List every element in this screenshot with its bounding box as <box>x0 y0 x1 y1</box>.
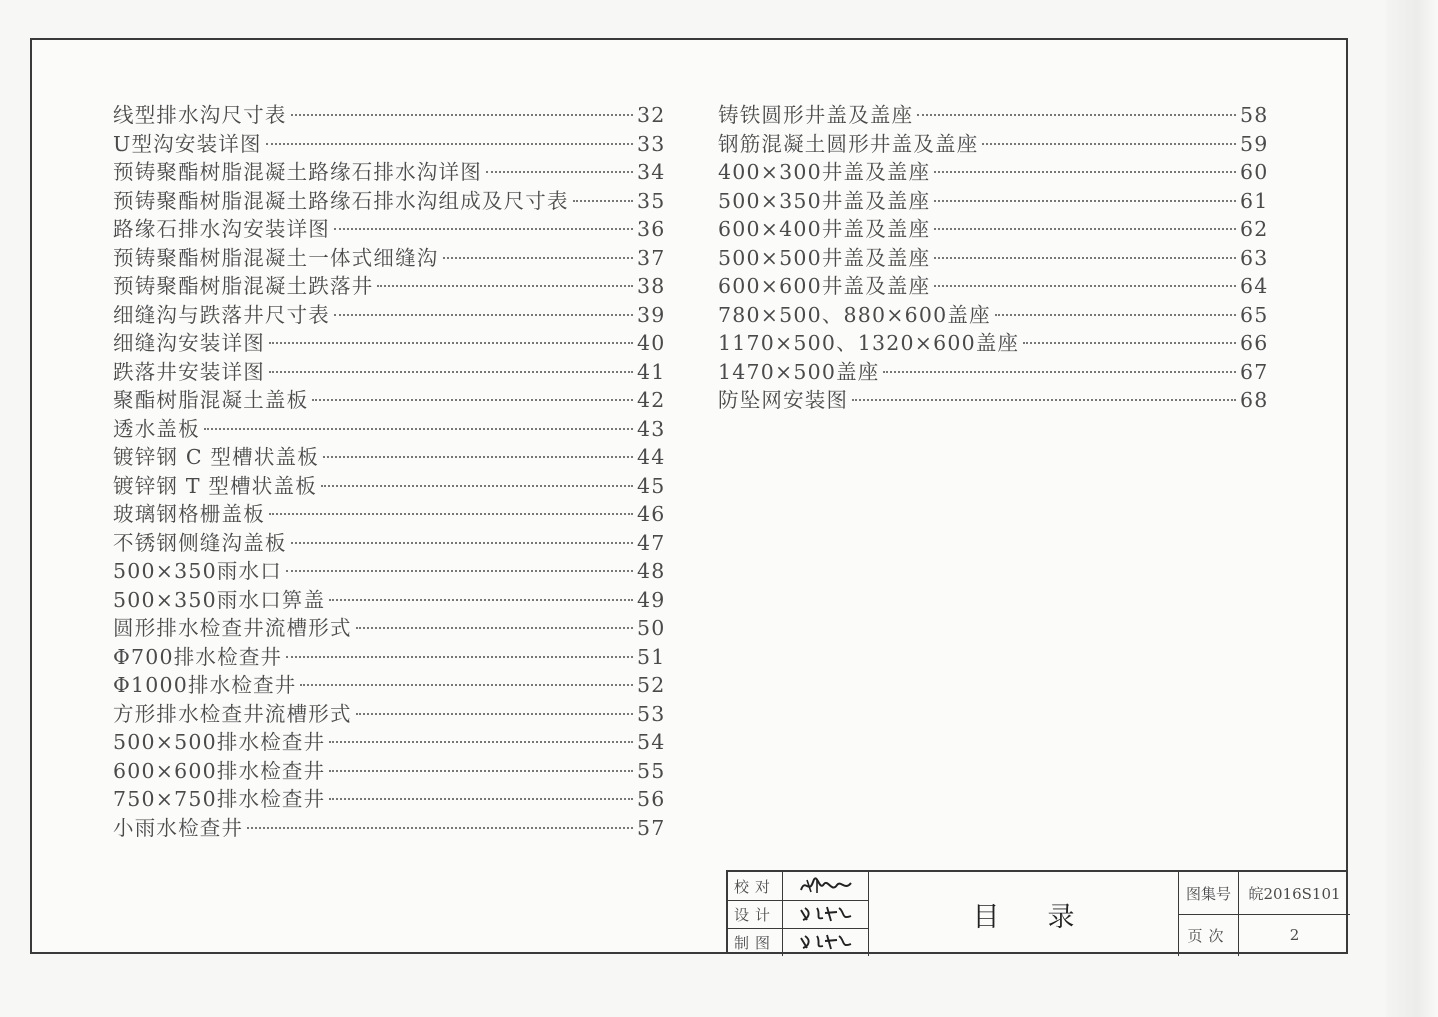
toc-entry <box>718 241 1269 270</box>
toc-leader-dots <box>329 798 633 800</box>
toc-entry-title: 玻璃钢格栅盖板 <box>113 502 265 526</box>
toc-entry <box>113 668 666 697</box>
title-block <box>726 870 1348 954</box>
toc-entry-page: 36 <box>637 217 666 241</box>
divider <box>728 928 869 929</box>
toc-entry-title: 防坠网安装图 <box>718 388 849 412</box>
toc-entry <box>718 355 1269 384</box>
toc-entry-title: 线型排水沟尺寸表 <box>113 103 287 127</box>
role-drafter: 制图 <box>728 928 783 956</box>
toc-leader-dots <box>334 314 633 316</box>
signature-designer <box>783 900 869 928</box>
toc-leader-dots <box>291 114 633 116</box>
toc-entry-page: 66 <box>1240 331 1269 355</box>
toc-leader-dots <box>286 656 633 658</box>
toc-entry-page: 46 <box>637 502 666 526</box>
toc-entry <box>113 269 666 298</box>
toc-entry-title: 600×600排水检查井 <box>113 758 326 783</box>
toc-entry-page: 67 <box>1240 359 1269 384</box>
toc-entry-title: 方形排水检查井流槽形式 <box>113 701 352 726</box>
toc-leader-dots <box>321 485 633 487</box>
toc-entry-page: 34 <box>637 160 666 184</box>
toc-entry <box>113 98 666 127</box>
toc-entry-title: 聚酯树脂混凝土盖板 <box>113 388 309 412</box>
toc-entry <box>113 155 666 184</box>
toc-leader-dots <box>356 713 633 715</box>
toc-entry-page: 56 <box>637 787 666 811</box>
toc-entry-page: 39 <box>637 302 666 327</box>
toc-entry <box>113 640 666 669</box>
toc-leader-dots <box>934 228 1236 230</box>
toc-leader-dots <box>329 770 633 772</box>
toc-leader-dots <box>486 171 633 173</box>
atlas-number-value: 皖2016S101 <box>1248 884 1341 903</box>
toc-entry-page: 38 <box>637 274 666 298</box>
page-number-label: 页次 <box>1179 914 1239 956</box>
toc-leader-dots <box>269 513 633 515</box>
toc-entry-page: 53 <box>637 701 666 726</box>
toc-leader-dots <box>356 627 633 629</box>
toc-leader-dots <box>247 827 633 829</box>
toc-entry-title: 透水盖板 <box>113 416 200 441</box>
toc-entry-page: 60 <box>1240 160 1269 184</box>
toc-entry <box>113 554 666 583</box>
toc-entry <box>113 298 666 327</box>
toc-entry-title: U型沟安装详图 <box>113 131 262 156</box>
toc-entry <box>113 469 666 498</box>
toc-leader-dots <box>917 114 1236 116</box>
toc-entry-page: 45 <box>637 473 666 498</box>
drawing-title: 目录 <box>869 872 1179 956</box>
toc-entry-page: 32 <box>637 103 666 127</box>
toc-entry-title: Φ700排水检查井 <box>113 644 283 669</box>
toc-entry <box>113 782 666 811</box>
toc-entry-title: 圆形排水检查井流槽形式 <box>113 616 352 640</box>
toc-entry-title: 铸铁圆形井盖及盖座 <box>718 103 914 127</box>
toc-leader-dots <box>852 399 1236 401</box>
toc-leader-dots <box>377 285 633 287</box>
toc-entry-page: 65 <box>1240 302 1269 327</box>
toc-entry-title: 500×350雨水口箅盖 <box>113 587 326 612</box>
toc-entry-title: 预铸聚酯树脂混凝土路缘石排水沟组成及尺寸表 <box>113 188 569 213</box>
role-designer: 设计 <box>728 900 783 928</box>
toc-entry <box>113 611 666 640</box>
toc-entry-page: 51 <box>637 644 666 669</box>
toc-leader-dots <box>883 371 1236 373</box>
toc-entry-page: 59 <box>1240 131 1269 156</box>
toc-entry <box>113 383 666 412</box>
divider <box>728 900 869 901</box>
toc-entry-title: 预铸聚酯树脂混凝土跌落井 <box>113 274 374 298</box>
toc-entry-title: 600×400井盖及盖座 <box>718 217 931 241</box>
toc-entry-title: 500×350井盖及盖座 <box>718 188 931 213</box>
toc-entry <box>113 526 666 555</box>
toc-entry <box>718 184 1269 213</box>
toc-entry <box>718 155 1269 184</box>
toc-entry-title: 钢筋混凝土圆形井盖及盖座 <box>718 131 979 156</box>
toc-entry-page: 40 <box>637 331 666 355</box>
toc-entry <box>113 127 666 156</box>
toc-entry-page: 54 <box>637 730 666 754</box>
toc-leader-dots <box>286 570 633 572</box>
signature-drafter <box>783 928 869 956</box>
toc-entry <box>113 583 666 612</box>
toc-entry-title: 镀锌钢 C 型槽状盖板 <box>113 445 319 469</box>
toc-leader-dots <box>291 542 633 544</box>
toc-entry-title: 400×300井盖及盖座 <box>718 160 931 184</box>
toc-entry-title: 镀锌钢 T 型槽状盖板 <box>113 473 317 498</box>
toc-entry <box>113 184 666 213</box>
toc-right-column <box>718 98 1269 412</box>
toc-entry-title: 小雨水检查井 <box>113 815 244 840</box>
toc-entry-page: 64 <box>1240 274 1269 298</box>
toc-entry-page: 37 <box>637 245 666 270</box>
toc-entry <box>718 212 1269 241</box>
toc-entry-page: 55 <box>637 758 666 783</box>
toc-entry <box>113 697 666 726</box>
toc-entry-page: 68 <box>1240 388 1269 412</box>
toc-entry-title: 细缝沟与跌落井尺寸表 <box>113 302 330 327</box>
toc-entry <box>718 269 1269 298</box>
toc-entry <box>113 440 666 469</box>
toc-entry-page: 50 <box>637 616 666 640</box>
toc-leader-dots <box>329 599 633 601</box>
toc-entry-title: 跌落井安装详图 <box>113 359 265 384</box>
toc-leader-dots <box>266 143 633 145</box>
toc-entry-title: 不锈钢侧缝沟盖板 <box>113 530 287 555</box>
toc-leader-dots <box>300 684 633 686</box>
toc-entry <box>113 754 666 783</box>
toc-entry-page: 43 <box>637 416 666 441</box>
toc-leader-dots <box>204 428 633 430</box>
toc-entry-page: 42 <box>637 388 666 412</box>
toc-entry <box>718 298 1269 327</box>
toc-entry-title: 1170×500、1320×600盖座 <box>718 331 1020 355</box>
toc-leader-dots <box>934 171 1236 173</box>
toc-entry <box>113 725 666 754</box>
toc-entry-title: 路缘石排水沟安装详图 <box>113 217 330 241</box>
toc-entry <box>113 212 666 241</box>
toc-entry <box>113 412 666 441</box>
toc-leader-dots <box>934 285 1236 287</box>
toc-entry-title: 500×500排水检查井 <box>113 730 326 754</box>
toc-entry-page: 35 <box>637 188 666 213</box>
toc-entry-title: 780×500、880×600盖座 <box>718 302 991 327</box>
toc-entry-title: 1470×500盖座 <box>718 359 880 384</box>
toc-entry-page: 48 <box>637 559 666 583</box>
toc-entry <box>113 497 666 526</box>
toc-entry-title: 细缝沟安装详图 <box>113 331 265 355</box>
toc-entry <box>113 811 666 840</box>
toc-entry-page: 44 <box>637 445 666 469</box>
toc-entry-title: Φ1000排水检查井 <box>113 673 297 697</box>
signature-checker <box>783 872 869 900</box>
toc-leader-dots <box>1023 342 1236 344</box>
toc-entry-page: 52 <box>637 673 666 697</box>
toc-leader-dots <box>982 143 1236 145</box>
toc-entry-title: 500×500井盖及盖座 <box>718 245 931 270</box>
toc-leader-dots <box>312 399 633 401</box>
toc-leader-dots <box>269 371 633 373</box>
toc-entry-page: 41 <box>637 359 666 384</box>
toc-leader-dots <box>934 200 1236 202</box>
toc-leader-dots <box>329 741 633 743</box>
toc-entry <box>113 326 666 355</box>
role-checker: 校对 <box>728 872 783 900</box>
toc-leader-dots <box>995 314 1236 316</box>
toc-entry-page: 33 <box>637 131 666 156</box>
toc-entry-page: 57 <box>637 815 666 840</box>
toc-entry <box>718 127 1269 156</box>
atlas-number-label: 图集号 <box>1179 872 1239 914</box>
toc-entry <box>113 241 666 270</box>
toc-entry-page: 63 <box>1240 245 1269 270</box>
toc-leader-dots <box>269 342 633 344</box>
toc-entry-title: 750×750排水检查井 <box>113 787 326 811</box>
toc-left-column <box>113 98 666 840</box>
toc-leader-dots <box>934 257 1236 259</box>
toc-leader-dots <box>334 228 633 230</box>
page-number-value: 2 <box>1289 926 1300 944</box>
toc-entry <box>718 98 1269 127</box>
toc-entry <box>113 355 666 384</box>
toc-entry-title: 预铸聚酯树脂混凝土一体式细缝沟 <box>113 245 439 270</box>
toc-entry-page: 49 <box>637 587 666 612</box>
toc-entry <box>718 383 1269 412</box>
toc-entry-title: 预铸聚酯树脂混凝土路缘石排水沟详图 <box>113 160 482 184</box>
toc-entry-title: 500×350雨水口 <box>113 559 282 583</box>
toc-leader-dots <box>323 456 633 458</box>
toc-entry-page: 58 <box>1240 103 1269 127</box>
toc-leader-dots <box>443 257 634 259</box>
toc-entry-page: 61 <box>1240 188 1269 213</box>
toc-entry <box>718 326 1269 355</box>
toc-entry-page: 62 <box>1240 217 1269 241</box>
toc-entry-page: 47 <box>637 530 666 555</box>
toc-entry-title: 600×600井盖及盖座 <box>718 274 931 298</box>
toc-leader-dots <box>573 200 633 202</box>
scan-page-edge <box>1386 0 1438 1017</box>
